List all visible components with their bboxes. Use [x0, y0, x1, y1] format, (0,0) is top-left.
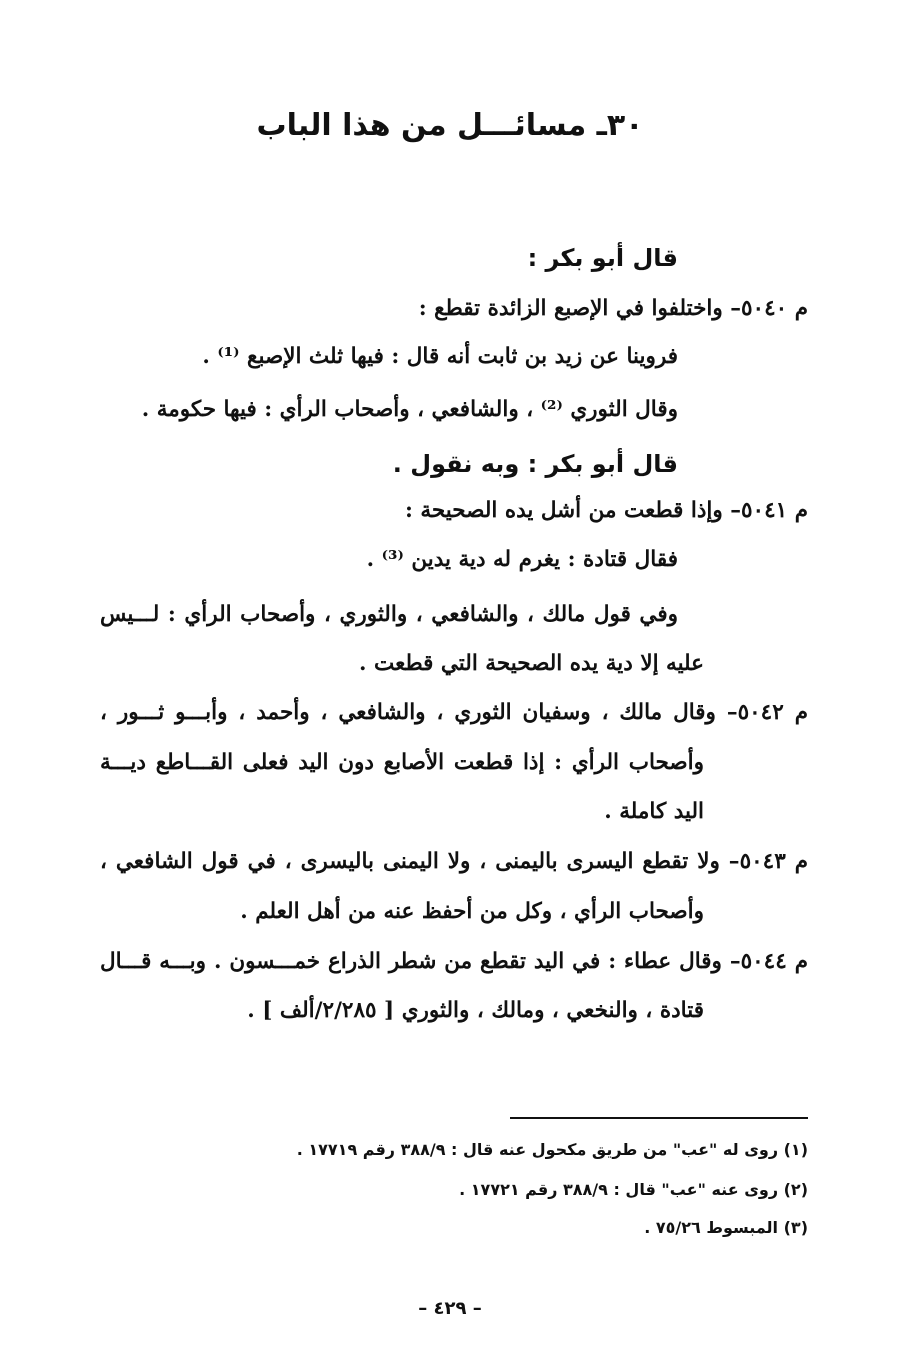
paragraph-line: فقال قتادة : يغرم له دية يدين ⁽³⁾ .: [366, 547, 678, 572]
issue-5040-heading: م ٥٠٤٠– واختلفوا في الإصبع الزائدة تقطع :: [418, 296, 808, 321]
issue-5041-heading: م ٥٠٤١– وإذا قطعت من أشل يده الصحيحة :: [404, 498, 808, 523]
issue-5044-heading: م ٥٠٤٤– وقال عطاء : في اليد تقطع من شطر الذراع خمـــسون . وبـــه قـــال: [100, 949, 808, 974]
paragraph-line: وقال الثوري ⁽²⁾ ، والشافعي ، وأصحاب الرأي : فيها حكومة .: [141, 397, 678, 422]
footnote-1: (١) روى له "عب" من طريق مكحول عنه قال : ٣٨٨/٩ رقم ١٧٧١٩ .: [296, 1140, 808, 1159]
paragraph-line: عليه إلا دية يده الصحيحة التي قطعت .: [359, 651, 704, 676]
footnote-separator: [510, 1117, 808, 1119]
issue-5043-heading: م ٥٠٤٣– ولا تقطع اليسرى باليمنى ، ولا اليمنى باليسرى ، في قول الشافعي ،: [100, 849, 809, 874]
issue-5042-heading: م ٥٠٤٢– وقال مالك ، وسفيان الثوري ، والشافعي ، وأحمد ، وأبـــو ثـــور ،: [100, 700, 809, 725]
paragraph-line: وأصحاب الرأي : إذا قطعت الأصابع دون اليد فعلى القـــاطع ديـــة: [100, 750, 704, 775]
footnote-3: (٣) المبسوط ٧٥/٢٦ .: [644, 1218, 808, 1237]
page-number: – ٤٢٩ –: [418, 1298, 482, 1319]
footnote-2: (٢) روى عنه "عب" قال : ٣٨٨/٩ رقم ١٧٧٢١ .: [459, 1180, 808, 1199]
author-opinion: قال أبو بكر : وبه نقول .: [392, 450, 678, 478]
paragraph-line: اليد كاملة .: [604, 799, 704, 824]
paragraph-line: قتادة ، والنخعي ، ومالك ، والثوري [ ٢/٢٨٥/ألف ] .: [247, 998, 704, 1023]
paragraph-line: فروينا عن زيد بن ثابت أنه قال : فيها ثلث الإصبع ⁽¹⁾ .: [202, 344, 678, 369]
author-heading: قال أبو بكر :: [527, 244, 678, 272]
paragraph-line: وأصحاب الرأي ، وكل من أحفظ عنه من أهل العلم .: [240, 899, 704, 924]
paragraph-line: وفي قول مالك ، والشافعي ، والثوري ، وأصحاب الرأي : لـــيس: [100, 602, 678, 627]
chapter-title: ٣٠ـ مسائـــل من هذا الباب: [256, 108, 644, 143]
